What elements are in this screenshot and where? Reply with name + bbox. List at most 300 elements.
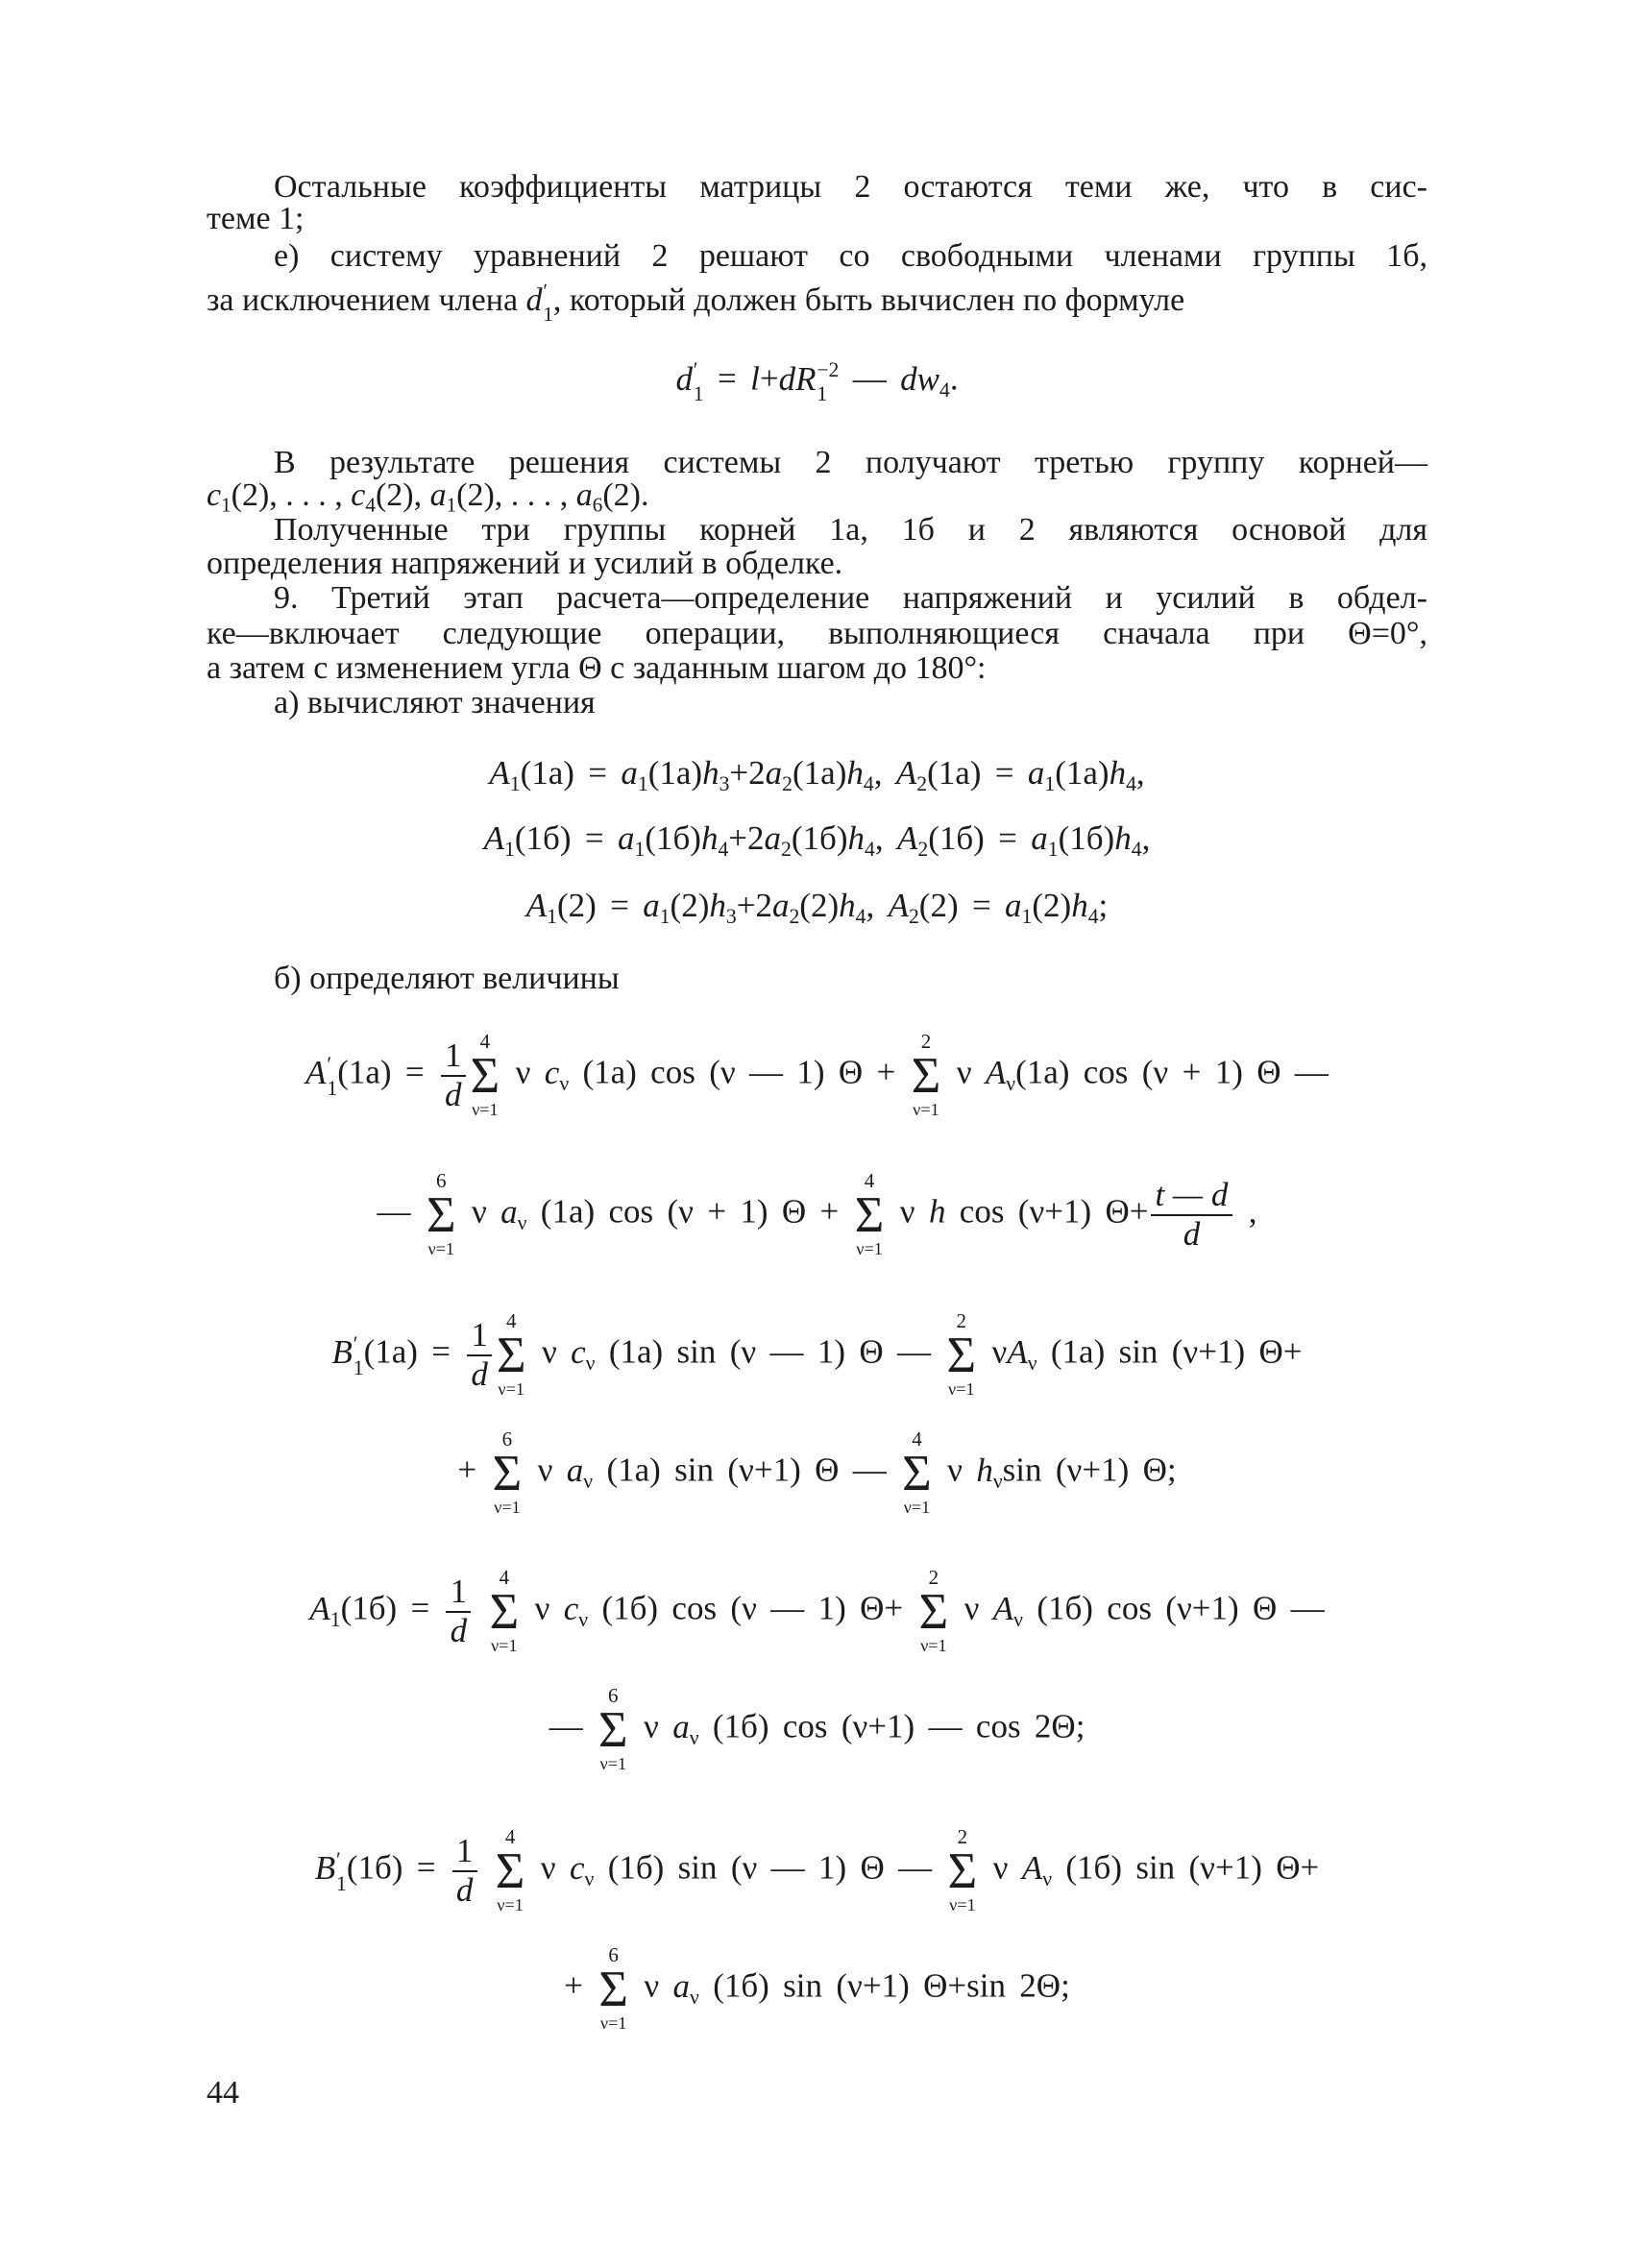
summation-upper-limit: 6	[435, 1169, 447, 1193]
math-variable	[429, 477, 457, 517]
math-variable	[895, 754, 928, 796]
text-run: ,	[1234, 1193, 1257, 1232]
variable-base: d	[675, 359, 693, 398]
summation-upper-limit: 4	[504, 1825, 516, 1849]
fraction-numerator: t — d	[1151, 1178, 1232, 1216]
math-variable	[765, 754, 793, 796]
script-stack	[694, 358, 704, 406]
text-run: Остальные коэффициенты матрицы 2 остаются теми же, что в сис-	[274, 169, 1427, 205]
text-run: (1a) =	[363, 1333, 465, 1372]
summation-upper-limit: 6	[608, 1684, 619, 1708]
subscript: ν	[1006, 1071, 1016, 1095]
variable-base: A	[489, 754, 510, 793]
variable-base: a	[764, 819, 782, 858]
variable-base: h	[1109, 754, 1127, 793]
math-variable	[771, 887, 800, 929]
subscript: ν	[578, 1607, 589, 1631]
text-run: (2)	[670, 887, 710, 925]
subscript: 2	[916, 772, 928, 796]
variable-base: c	[544, 1054, 560, 1092]
math-variable	[483, 819, 515, 862]
summation-upper-limit: 6	[608, 1943, 619, 1967]
variable-base: h	[700, 819, 719, 858]
summation	[598, 1685, 628, 1774]
summation-lower-limit: ν=1	[497, 1894, 524, 1914]
variable-base: a	[566, 1451, 584, 1490]
math-variable	[846, 754, 874, 796]
subscript: 1	[637, 772, 648, 796]
summation	[912, 1031, 941, 1120]
math-variable	[525, 280, 553, 327]
text-run: ν	[527, 1333, 572, 1372]
summation-lower-limit: ν=1	[949, 1894, 976, 1914]
summation-sign: Σ	[489, 1584, 520, 1641]
script-stack	[543, 280, 553, 326]
text-run: ,	[1135, 754, 1145, 793]
summation-lower-limit: ν=1	[494, 1497, 521, 1517]
text-run: (1б)	[791, 819, 848, 858]
math-variable: l	[750, 359, 760, 398]
math-variable	[643, 887, 671, 929]
text-run: (1б) =	[346, 1849, 450, 1888]
subscript: 1	[817, 382, 828, 405]
variable-base: c	[571, 1333, 586, 1372]
variable-base: a	[617, 819, 635, 858]
subscript: 2	[781, 838, 792, 862]
variable-base: a	[1031, 819, 1048, 858]
summation-lower-limit: ν=1	[427, 1238, 455, 1258]
formula-A-1a	[207, 750, 1427, 798]
text-run: —	[839, 359, 901, 398]
summation-sign: Σ	[496, 1328, 526, 1384]
subscript: 4	[365, 493, 376, 517]
variable-base: h	[702, 754, 719, 793]
text-run: (1б) cos (ν — 1) Θ+	[588, 1590, 917, 1628]
subscript: 2	[908, 905, 919, 929]
text-line-system-1	[207, 200, 1427, 238]
formula-content	[549, 1685, 1085, 1774]
text-run: б) определяют величины	[274, 961, 620, 996]
fraction-denominator: d	[1183, 1215, 1201, 1254]
summation	[427, 1170, 456, 1259]
subscript: 1	[509, 772, 521, 796]
text-run: ,	[874, 819, 897, 858]
summation-upper-limit: 2	[928, 1566, 939, 1590]
script-stack	[817, 358, 839, 406]
formula-content	[564, 1944, 1070, 2034]
text-run: (1б) sin (ν — 1) Θ —	[594, 1849, 946, 1888]
math-variable	[207, 477, 232, 517]
summation-sign: Σ	[946, 1328, 977, 1384]
math-variable	[992, 1590, 1023, 1631]
text-run: е) систему уравнений 2 решают со свободными членами группы 1б,	[274, 238, 1427, 274]
summation-upper-limit: 4	[912, 1427, 922, 1451]
math-variable	[566, 1451, 594, 1493]
math-variable	[839, 887, 866, 929]
formula-content	[457, 1428, 1176, 1518]
summation-upper-limit: 4	[479, 1030, 491, 1054]
script-stack	[336, 1848, 347, 1896]
summation-lower-limit: ν=1	[913, 1099, 939, 1119]
text-run: (1б) =	[928, 819, 1032, 858]
summation-lower-limit: ν=1	[920, 1635, 947, 1655]
math-variable	[309, 1590, 341, 1631]
text-run: .	[949, 359, 959, 398]
text-run: =	[703, 359, 751, 398]
summation-upper-limit: 4	[864, 1169, 875, 1193]
text-run	[474, 1590, 487, 1627]
variable-base: c	[569, 1849, 585, 1888]
text-run: ν	[979, 1849, 1022, 1888]
variable-base: a	[500, 1193, 518, 1232]
variable-base: a	[429, 477, 447, 513]
summation-lower-limit: ν=1	[472, 1099, 499, 1119]
summation-upper-limit: 2	[920, 1030, 932, 1054]
variable-base: h	[1114, 819, 1132, 858]
math-variable	[489, 754, 521, 796]
subscript: 1	[1047, 838, 1059, 862]
text-run: 9. Третий этап расчета—определение напряжений и усилий в обдел-	[274, 580, 1427, 616]
text-run: sin (ν+1) Θ;	[1002, 1451, 1177, 1490]
math-variable	[672, 1708, 699, 1749]
variable-base: h	[847, 819, 865, 858]
fraction-numerator: 1	[446, 1574, 471, 1613]
variable-base: a	[643, 887, 660, 925]
subscript: 4	[1087, 905, 1099, 929]
variable-base: A	[895, 754, 917, 793]
text-run: ν	[942, 1054, 986, 1092]
formula-A-1b	[207, 816, 1427, 864]
superscript: ′	[335, 1847, 341, 1871]
subscript: ν	[992, 1469, 1003, 1493]
variable-base: dw	[900, 359, 939, 398]
summation-sign: Σ	[947, 1843, 978, 1900]
math-variable	[1114, 819, 1142, 862]
text-run: (1б) cos (ν+1) Θ —	[1022, 1590, 1325, 1628]
math-variable	[896, 819, 929, 862]
math-variable: h	[928, 1193, 946, 1232]
variable-base: h	[976, 1451, 993, 1490]
variable-base: B	[314, 1849, 336, 1888]
variable-base: a	[1027, 754, 1045, 793]
variable-base: h	[709, 887, 726, 925]
text-run: +2	[736, 887, 772, 925]
subscript: 4	[718, 838, 729, 862]
math-variable	[525, 887, 557, 929]
text-line-except-term	[207, 280, 1427, 327]
fraction-numerator: 1	[441, 1038, 466, 1077]
variable-base: A	[525, 887, 548, 925]
summation	[490, 1567, 520, 1656]
text-run: +2	[728, 819, 765, 858]
subscript: 3	[725, 905, 737, 929]
subscript: 1	[547, 905, 557, 929]
variable-base: c	[207, 477, 222, 513]
text-line-operations	[207, 615, 1427, 653]
formula-A1-prime-1a-line-1	[207, 1018, 1427, 1134]
text-run: (2),	[375, 477, 430, 513]
text-run: (1a) sin (ν+1) Θ —	[593, 1451, 901, 1490]
text-run: (1a) cos (ν + 1) Θ +	[526, 1193, 853, 1232]
text-run: (1a) sin (ν — 1) Θ —	[595, 1333, 945, 1372]
math-variable	[1005, 887, 1033, 929]
summation-upper-limit: 6	[501, 1427, 513, 1451]
summation	[598, 1944, 628, 2034]
math-variable	[621, 754, 648, 796]
subscript: ν	[1013, 1607, 1023, 1631]
text-run: (2) =	[918, 887, 1006, 925]
formula-A1-1b-line-2	[207, 1672, 1427, 1788]
summation-upper-limit: 2	[957, 1825, 968, 1849]
variable-base: a	[1005, 887, 1022, 925]
text-run: ν	[521, 1590, 564, 1628]
math-variable	[1109, 754, 1136, 796]
summation-lower-limit: ν=1	[856, 1238, 883, 1258]
variable-base: dR	[778, 359, 817, 398]
math-variable	[709, 887, 737, 929]
text-run: (2)	[1032, 887, 1072, 925]
text-line-three-groups	[274, 511, 1427, 549]
math-variable	[1071, 887, 1099, 929]
text-line-stress-definition	[207, 545, 1427, 583]
summation	[946, 1310, 976, 1400]
summation	[497, 1310, 526, 1400]
subscript: 4	[865, 838, 875, 862]
variable-base: A	[1007, 1333, 1028, 1372]
text-run: ν	[978, 1333, 1008, 1372]
subscript: 1	[693, 382, 704, 405]
math-variable	[617, 819, 646, 862]
text-run: ν	[933, 1451, 977, 1490]
math-variable	[331, 1331, 364, 1379]
math-variable	[1021, 1849, 1053, 1890]
subscript: ν	[585, 1351, 596, 1375]
fraction-numerator: 1	[452, 1834, 477, 1872]
summation-sign: Σ	[902, 1446, 932, 1502]
superscript: ′	[543, 280, 548, 303]
summation-sign: Σ	[911, 1048, 941, 1105]
subscript: 1	[1044, 772, 1056, 796]
formula-content	[378, 1170, 1257, 1259]
subscript: 4	[863, 772, 874, 796]
summation-lower-limit: ν=1	[498, 1378, 524, 1399]
subscript: 4	[1131, 838, 1142, 862]
math-variable	[888, 887, 919, 929]
text-run: ν	[526, 1849, 570, 1888]
variable-base: A	[896, 819, 918, 858]
formula-content	[315, 1826, 1320, 1915]
text-run: (2).	[602, 477, 649, 513]
math-variable	[575, 477, 603, 517]
summation	[493, 1428, 523, 1518]
page-number: 44	[207, 2075, 239, 2110]
text-run: cos (ν+1) Θ+	[945, 1193, 1149, 1232]
summation-sign: Σ	[492, 1446, 523, 1502]
variable-base: d	[525, 282, 543, 319]
summation	[471, 1031, 500, 1120]
formula-A1-1b-line-1	[207, 1554, 1427, 1670]
math-variable	[1031, 819, 1059, 862]
text-run: Полученные три группы корней 1а, 1б и 2 являются основой для	[274, 512, 1427, 548]
subscript: ν	[690, 1985, 699, 2009]
text-run: +2	[729, 754, 766, 793]
text-run: теме 1;	[207, 201, 305, 236]
superscript: −2	[817, 358, 840, 382]
formula-A1-prime-1a-line-2	[207, 1158, 1427, 1273]
formula-content	[526, 886, 1109, 928]
subscript: ν	[1027, 1351, 1037, 1375]
fraction-denominator: d	[445, 1076, 462, 1114]
subscript: 1	[446, 493, 457, 517]
text-run: (1a)	[1055, 754, 1110, 793]
formula-content	[484, 818, 1151, 861]
fraction	[446, 1574, 471, 1649]
formula-B1-prime-1a-line-2	[207, 1416, 1427, 1531]
formula-content	[305, 1031, 1329, 1120]
text-run: В результате решения системы 2 получают третью группу корней—	[274, 445, 1427, 480]
text-run: а) вычисляют значения	[274, 685, 596, 720]
summation-sign: Σ	[470, 1048, 500, 1105]
fraction-denominator: d	[471, 1355, 488, 1394]
text-run: ,	[1141, 819, 1151, 858]
text-run: (1б) =	[340, 1590, 444, 1628]
summation-sign: Σ	[426, 1187, 456, 1244]
math-variable	[544, 1054, 570, 1095]
math-variable	[900, 359, 950, 402]
text-run: ν	[950, 1590, 993, 1628]
formula-B1-prime-1b-line-2	[207, 1932, 1427, 2047]
subscript: 1	[221, 493, 232, 517]
subscript: 1	[335, 1871, 347, 1895]
superscript: ′	[327, 1052, 332, 1076]
text-run: +	[457, 1451, 491, 1490]
text-line-item-b	[274, 960, 1427, 998]
variable-base: a	[672, 1967, 691, 2006]
variable-base: A	[985, 1054, 1007, 1092]
text-run: за исключением члена	[207, 282, 526, 319]
variable-base: A	[1021, 1849, 1043, 1888]
math-variable	[672, 1967, 699, 2009]
text-run: (1б)	[645, 819, 701, 858]
summation-upper-limit: 4	[499, 1566, 510, 1590]
summation-lower-limit: ν=1	[947, 1378, 975, 1399]
summation-sign: Σ	[495, 1843, 525, 1900]
text-line-item-e	[274, 237, 1427, 276]
text-run: , который должен быть вычислен по формуле	[552, 282, 1185, 319]
math-variable	[563, 1590, 589, 1631]
subscript: 2	[917, 838, 929, 862]
math-variable	[314, 1847, 347, 1895]
text-run: (1a)	[793, 754, 847, 793]
variable-base: c	[351, 477, 366, 513]
superscript: ′	[693, 358, 698, 382]
text-run: ν	[524, 1451, 567, 1490]
summation-sign: Σ	[598, 1702, 628, 1759]
summation-upper-limit: 2	[956, 1309, 967, 1333]
formula-B1-prime-1b-line-1	[207, 1814, 1427, 1929]
text-line-stage-3	[274, 579, 1427, 618]
text-run: ν	[501, 1054, 545, 1092]
text-run: —	[549, 1708, 597, 1746]
text-run: (1a) =	[520, 754, 622, 793]
subscript: 4	[855, 905, 866, 929]
subscript: ν	[517, 1210, 527, 1234]
text-run: +	[759, 359, 779, 398]
fraction	[452, 1831, 477, 1910]
text-run: (2)	[799, 887, 840, 925]
math-variable	[847, 819, 875, 862]
text-run: (1б) sin (ν+1) Θ+sin 2Θ;	[698, 1967, 1070, 2006]
fraction	[441, 1038, 466, 1113]
text-run: (1a) cos (ν + 1) Θ —	[1015, 1054, 1329, 1092]
summation-sign: Σ	[918, 1584, 949, 1641]
text-run: (1a)	[647, 754, 703, 793]
variable-base: A	[888, 887, 909, 925]
variable-base: c	[563, 1590, 579, 1628]
subscript: 3	[719, 772, 730, 796]
formula-content	[675, 358, 958, 406]
subscript: 2	[789, 905, 800, 929]
text-line-angle-step	[207, 649, 1427, 688]
math-variable	[351, 477, 376, 517]
text-run: (1a) =	[927, 754, 1028, 793]
fraction-denominator: d	[450, 1612, 468, 1650]
fraction	[1151, 1175, 1232, 1254]
summation	[948, 1826, 978, 1915]
subscript: 1	[327, 1076, 338, 1100]
superscript: ′	[353, 1331, 358, 1355]
subscript: 6	[592, 493, 603, 517]
variable-base: h	[839, 887, 856, 925]
subscript: 1	[659, 905, 671, 929]
text-run: (1a) =	[337, 1054, 439, 1092]
fraction-denominator: d	[455, 1871, 474, 1910]
text-run: ν	[630, 1967, 673, 2006]
formula-content	[489, 753, 1144, 795]
text-run: ν	[629, 1708, 673, 1746]
math-variable	[500, 1193, 527, 1234]
variable-base: A	[483, 819, 505, 858]
text-run: ν	[886, 1193, 929, 1232]
script-stack	[354, 1332, 364, 1380]
text-line-roots-list	[207, 476, 1427, 515]
subscript: 1	[634, 838, 646, 862]
summation-lower-limit: ν=1	[599, 2012, 627, 2033]
summation-sign: Σ	[854, 1187, 885, 1244]
variable-base: h	[846, 754, 864, 793]
formula-B1-prime-1a-line-1	[207, 1298, 1427, 1413]
variable-base: A	[305, 1054, 327, 1092]
subscript: 4	[1126, 772, 1136, 796]
fraction	[467, 1315, 492, 1394]
text-run: (2) =	[556, 887, 644, 925]
formula-A-2	[207, 883, 1427, 931]
subscript: ν	[583, 1469, 594, 1493]
fraction-numerator: 1	[467, 1318, 492, 1356]
text-run: +	[564, 1967, 598, 2006]
formula-d1-prime	[207, 354, 1427, 411]
summation	[919, 1567, 949, 1656]
math-variable	[305, 1052, 338, 1100]
math-variable	[702, 754, 730, 796]
math-variable	[569, 1849, 595, 1890]
math-variable	[985, 1054, 1016, 1095]
subscript: ν	[689, 1725, 699, 1749]
variable-base: a	[621, 754, 638, 793]
subscript: ν	[559, 1071, 570, 1095]
math-variable	[1027, 754, 1056, 796]
subscript: ν	[584, 1866, 595, 1890]
